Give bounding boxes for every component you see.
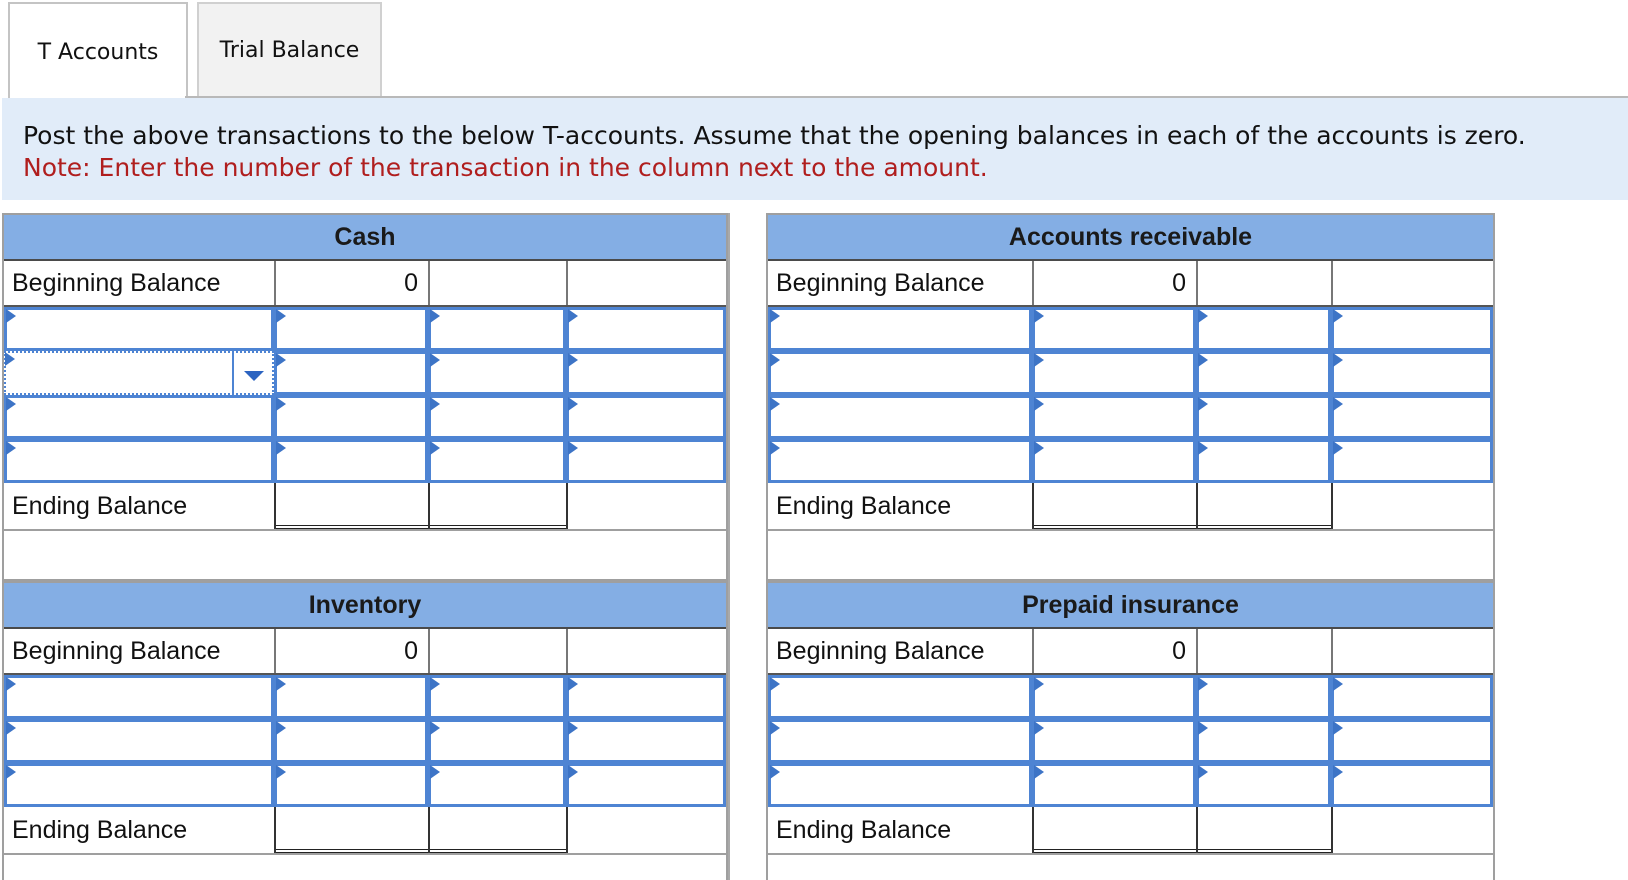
credit-cell bbox=[1331, 629, 1493, 673]
debit-amount-input[interactable] bbox=[274, 395, 428, 439]
ending-balance-label: Ending Balance bbox=[776, 815, 952, 844]
debit-account-select[interactable] bbox=[768, 439, 1032, 483]
debit-amount-input[interactable] bbox=[274, 439, 428, 483]
credit-cell bbox=[566, 261, 726, 305]
credit-cell bbox=[1331, 261, 1493, 305]
debit-ref-input[interactable] bbox=[428, 719, 566, 763]
debit-account-select[interactable] bbox=[768, 719, 1032, 763]
beginning-balance-label: Beginning Balance bbox=[12, 636, 221, 665]
beginning-balance-label: Beginning Balance bbox=[776, 268, 985, 297]
debit-account-select[interactable] bbox=[768, 763, 1032, 807]
beginning-balance-value: 0 bbox=[1032, 261, 1196, 305]
credit-amount-input[interactable] bbox=[566, 351, 726, 395]
t-account-inventory bbox=[2, 581, 728, 880]
debit-amount-input[interactable] bbox=[1032, 307, 1196, 351]
credit-amount-input[interactable] bbox=[1331, 675, 1493, 719]
debit-amount-input[interactable] bbox=[274, 351, 428, 395]
column-divider bbox=[428, 807, 430, 853]
column-divider bbox=[566, 807, 568, 853]
account-title: Cash bbox=[4, 215, 726, 261]
debit-ref-input[interactable] bbox=[1196, 351, 1331, 395]
ending-balance-label: Ending Balance bbox=[12, 491, 188, 520]
t-account-accounts-receivable bbox=[766, 213, 1495, 581]
column-divider bbox=[1032, 483, 1034, 529]
instructions-note: Note: Enter the number of the transaction in the column next to the amount. bbox=[23, 153, 988, 182]
debit-amount-input[interactable] bbox=[1032, 763, 1196, 807]
debit-account-select[interactable] bbox=[768, 675, 1032, 719]
credit-amount-input[interactable] bbox=[1331, 439, 1493, 483]
debit-account-select[interactable] bbox=[4, 395, 274, 439]
credit-amount-input[interactable] bbox=[566, 675, 726, 719]
column-divider bbox=[566, 483, 568, 529]
beginning-balance-value: 0 bbox=[274, 261, 428, 305]
beginning-balance-row bbox=[4, 629, 726, 675]
ending-balance-label: Ending Balance bbox=[12, 815, 188, 844]
column-divider bbox=[1196, 483, 1198, 529]
beginning-ref-cell bbox=[1196, 261, 1331, 305]
beginning-balance-value: 0 bbox=[274, 629, 428, 673]
debit-ref-input[interactable] bbox=[1196, 439, 1331, 483]
debit-account-select[interactable] bbox=[4, 439, 274, 483]
credit-amount-input[interactable] bbox=[566, 395, 726, 439]
t-accounts-grid bbox=[2, 213, 1628, 880]
beginning-balance-row bbox=[768, 629, 1493, 675]
column-divider bbox=[1196, 807, 1198, 853]
beginning-balance-row bbox=[768, 261, 1493, 307]
debit-amount-input[interactable] bbox=[1032, 675, 1196, 719]
debit-account-dropdown[interactable] bbox=[4, 351, 274, 395]
account-title: Accounts receivable bbox=[768, 215, 1493, 261]
debit-ref-input[interactable] bbox=[428, 439, 566, 483]
row-divider bbox=[4, 529, 726, 531]
debit-account-select[interactable] bbox=[768, 307, 1032, 351]
debit-amount-input[interactable] bbox=[274, 307, 428, 351]
ending-balance-input[interactable] bbox=[1032, 483, 1331, 529]
debit-account-select[interactable] bbox=[4, 719, 274, 763]
column-divider bbox=[428, 483, 430, 529]
instructions-text: Post the above transactions to the below T-accounts. Assume that the opening balances in each of the accounts is zero. bbox=[23, 121, 1526, 150]
ending-balance-input[interactable] bbox=[274, 807, 566, 853]
debit-account-select[interactable] bbox=[768, 351, 1032, 395]
grid-gutter bbox=[728, 213, 768, 880]
debit-ref-input[interactable] bbox=[1196, 763, 1331, 807]
tab-trial-balance[interactable]: Trial Balance bbox=[197, 2, 382, 96]
column-divider bbox=[274, 483, 276, 529]
beginning-balance-value: 0 bbox=[1032, 629, 1196, 673]
beginning-balance-label: Beginning Balance bbox=[776, 636, 985, 665]
credit-amount-input[interactable] bbox=[1331, 763, 1493, 807]
account-title: Prepaid insurance bbox=[768, 583, 1493, 629]
row-divider bbox=[768, 529, 1493, 531]
debit-amount-input[interactable] bbox=[1032, 351, 1196, 395]
instructions-panel bbox=[2, 98, 1628, 200]
credit-cell bbox=[566, 629, 726, 673]
row-divider bbox=[768, 853, 1493, 855]
beginning-balance-row bbox=[4, 261, 726, 307]
t-account-cash bbox=[2, 213, 728, 581]
ending-balance-input[interactable] bbox=[1032, 807, 1331, 853]
beginning-ref-cell bbox=[428, 629, 566, 673]
beginning-balance-label: Beginning Balance bbox=[12, 268, 221, 297]
debit-ref-input[interactable] bbox=[428, 307, 566, 351]
row-divider bbox=[4, 853, 726, 855]
beginning-ref-cell bbox=[1196, 629, 1331, 673]
credit-amount-input[interactable] bbox=[1331, 719, 1493, 763]
debit-ref-input[interactable] bbox=[428, 675, 566, 719]
debit-amount-input[interactable] bbox=[274, 675, 428, 719]
debit-ref-input[interactable] bbox=[1196, 307, 1331, 351]
debit-amount-input[interactable] bbox=[274, 763, 428, 807]
ending-balance-input[interactable] bbox=[274, 483, 566, 529]
debit-amount-input[interactable] bbox=[1032, 439, 1196, 483]
t-account-prepaid-insurance bbox=[766, 581, 1495, 880]
debit-amount-input[interactable] bbox=[1032, 395, 1196, 439]
column-divider bbox=[1331, 807, 1333, 853]
tab-bar bbox=[0, 0, 1628, 98]
debit-ref-input[interactable] bbox=[428, 763, 566, 807]
account-title: Inventory bbox=[4, 583, 726, 629]
column-divider bbox=[1331, 483, 1333, 529]
credit-amount-input[interactable] bbox=[566, 719, 726, 763]
debit-ref-input[interactable] bbox=[1196, 719, 1331, 763]
debit-ref-input[interactable] bbox=[1196, 675, 1331, 719]
debit-account-select[interactable] bbox=[4, 675, 274, 719]
credit-amount-input[interactable] bbox=[1331, 395, 1493, 439]
column-divider bbox=[274, 807, 276, 853]
chevron-down-icon[interactable] bbox=[232, 353, 272, 393]
debit-account-select[interactable] bbox=[4, 763, 274, 807]
credit-amount-input[interactable] bbox=[1331, 351, 1493, 395]
column-divider bbox=[1032, 807, 1034, 853]
credit-amount-input[interactable] bbox=[566, 439, 726, 483]
ending-balance-label: Ending Balance bbox=[776, 491, 952, 520]
credit-amount-input[interactable] bbox=[1331, 307, 1493, 351]
debit-ref-input[interactable] bbox=[428, 351, 566, 395]
tab-t-accounts[interactable]: T Accounts bbox=[8, 2, 188, 100]
debit-ref-input[interactable] bbox=[428, 395, 566, 439]
debit-amount-input[interactable] bbox=[274, 719, 428, 763]
credit-amount-input[interactable] bbox=[566, 763, 726, 807]
debit-account-select[interactable] bbox=[768, 395, 1032, 439]
debit-ref-input[interactable] bbox=[1196, 395, 1331, 439]
credit-amount-input[interactable] bbox=[566, 307, 726, 351]
beginning-ref-cell bbox=[428, 261, 566, 305]
debit-account-select[interactable] bbox=[4, 307, 274, 351]
debit-amount-input[interactable] bbox=[1032, 719, 1196, 763]
